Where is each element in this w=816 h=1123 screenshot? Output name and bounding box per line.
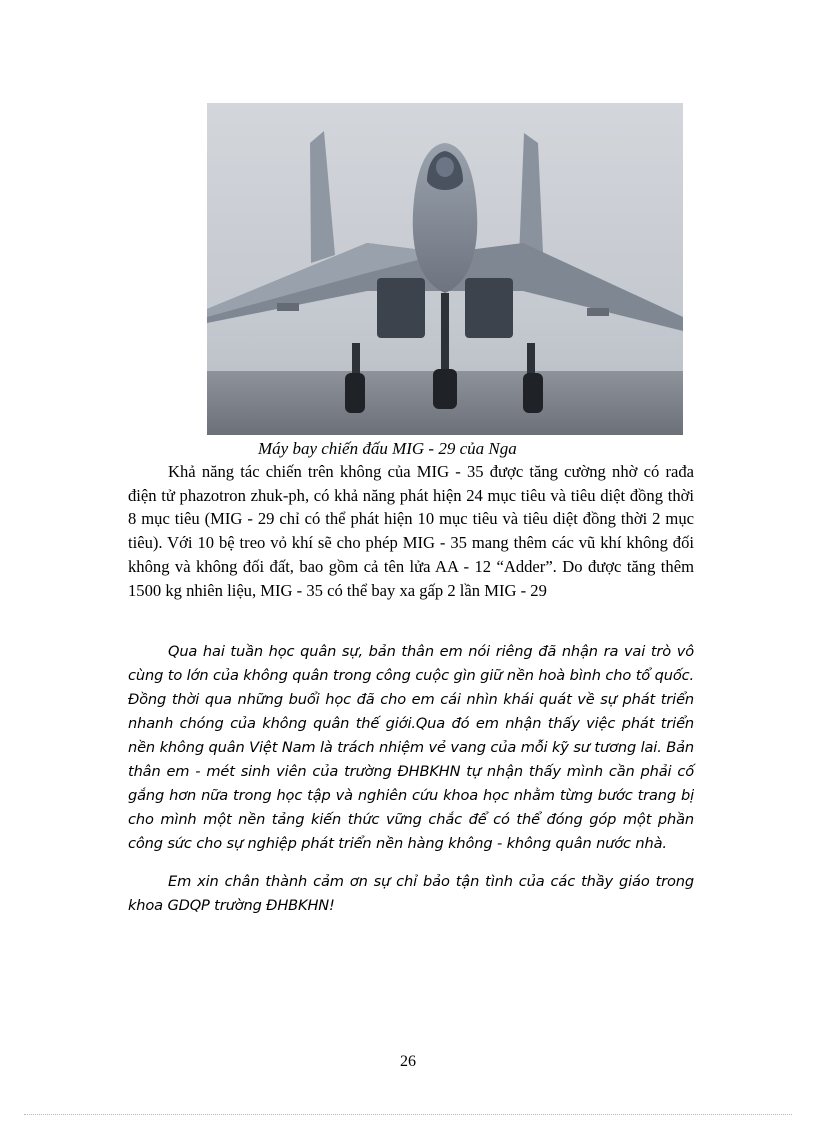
paragraph-mig35-capabilities: Khả năng tác chiến trên không của MIG - 35 được tăng cường nhờ có rađa điện tử phazotron zhuk-ph, có khả năng phát hiện 24 mục tiêu và tiêu diệt đồng thời 8 mục tiêu (MIG - 29 chỉ có thể phát hiện 10 mục tiêu và tiêu diệt đồng thời 2 mục tiêu). Với 10 bệ treo vỏ khí sẽ cho phép MIG - 35 mang thêm các vũ khí không đối không và không đối đất, bao gồm cả tên lửa AA - 12 “Adder”. Do được tăng thêm 1500 kg nhiên liệu, MIG - 35 có thể bay xa gấp 2 lần MIG - 29	[128, 462, 694, 600]
mig-29-photo	[207, 103, 683, 435]
paragraph-thanks: Em xin chân thành cảm ơn sự chỉ bảo tận tình của các thầy giáo trong khoa GDQP trường ĐHBKHN!	[128, 873, 694, 914]
figure-caption: Máy bay chiến đấu MIG - 29 của Nga	[258, 439, 517, 458]
fighter-jet-illustration	[207, 103, 683, 435]
page-number: 26	[400, 1053, 416, 1070]
page-bottom-divider	[24, 1114, 792, 1115]
paragraph-conclusion: Qua hai tuần học quân sự, bản thân em nói riêng đã nhận ra vai trò vô cùng to lớn của không quân trong công cuộc gìn giữ nền hoà bình cho tổ quốc. Đồng thời qua những buổi học đã cho em cái nhìn khái quát về sự phát triển nhanh chóng của không quân thế giới.Qua đó em nhận thấy việc phát triển nền không quân Việt Nam là trách nhiệm vẻ vang của mỗi kỹ sư tương lai. Bản thân em - mét sinh viên của trường ĐHBKHN tự nhận thấy mình cần phải cố gắng hơn nữa trong học tập và nghiên cứu khoa học nhằm từng bước trang bị cho mình một nền tảng kiến thức vững chắc để có thể đóng góp một phần công sức cho sự nghiệp phát triển nền hàng không - không quân nước nhà.	[128, 643, 694, 852]
